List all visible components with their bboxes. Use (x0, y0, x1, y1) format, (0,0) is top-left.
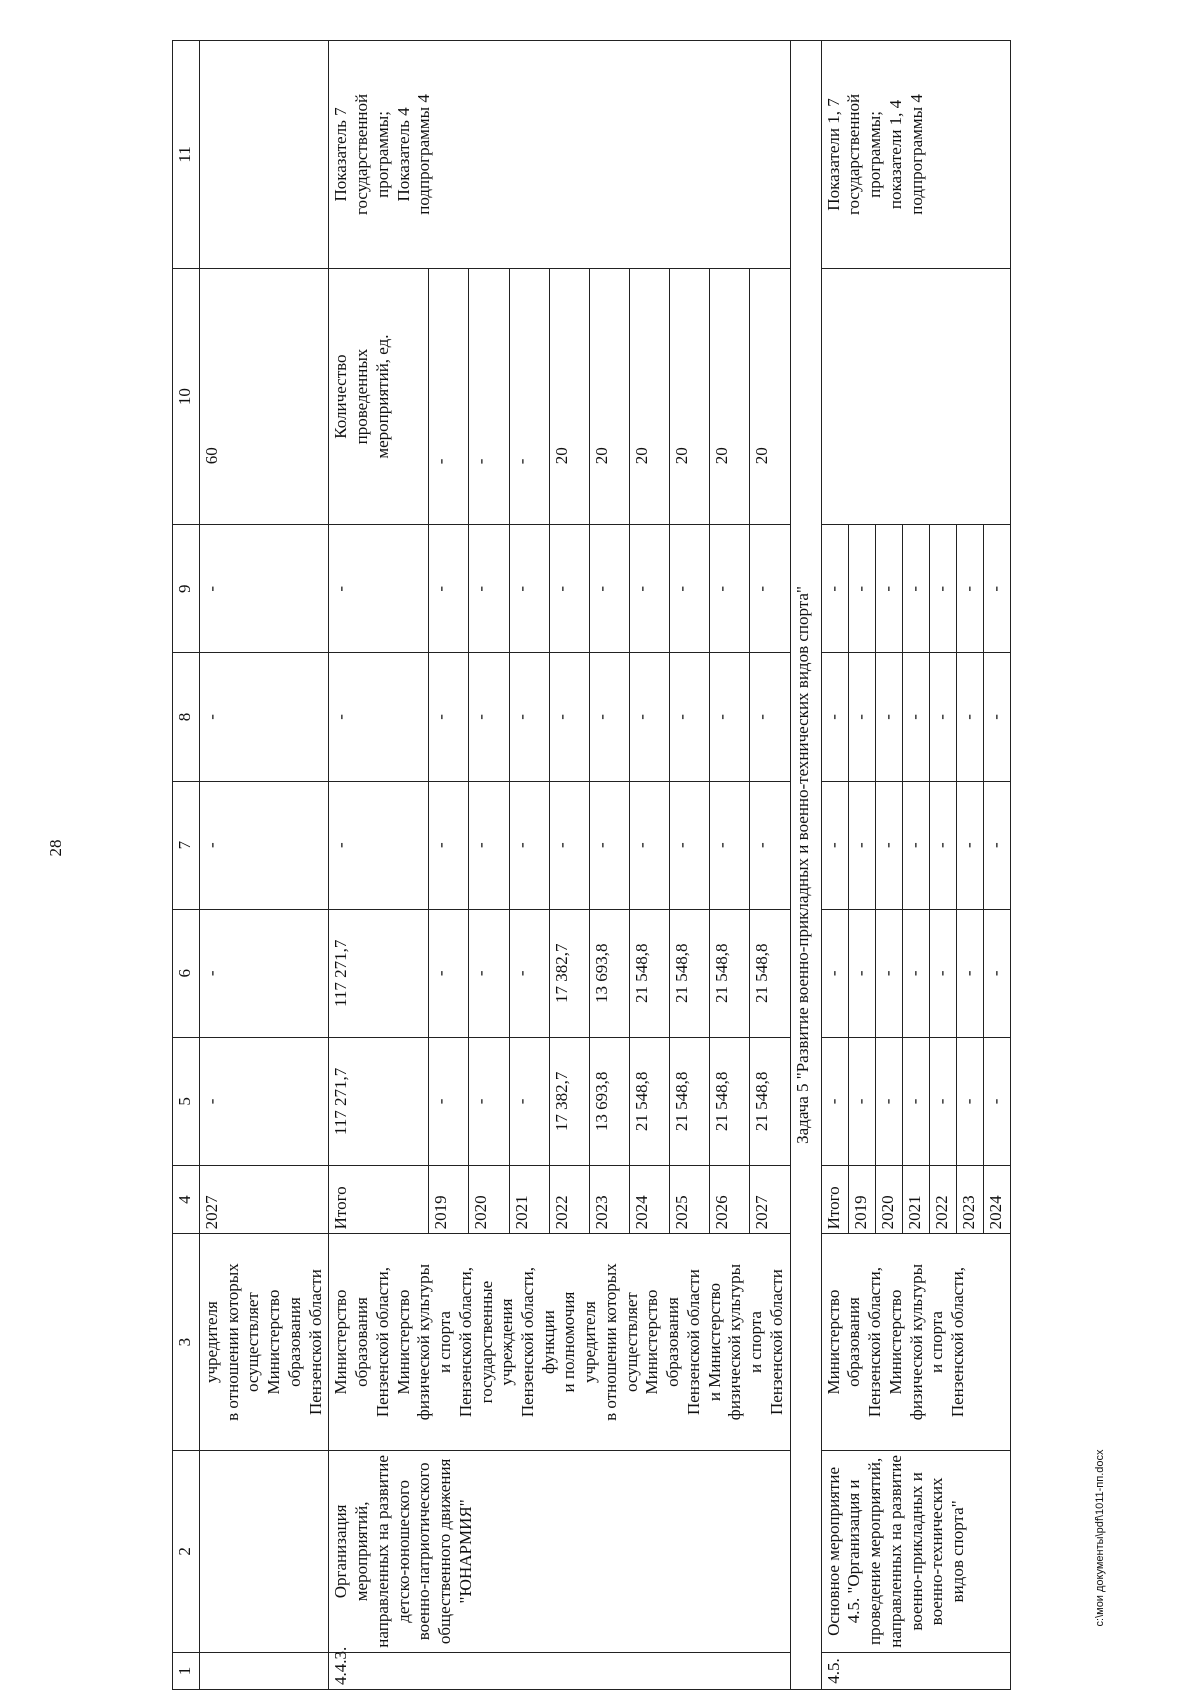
value-cell: - (469, 653, 509, 781)
col-header: 8 (173, 653, 200, 781)
value-cell: 17 382,7 (549, 1037, 589, 1165)
year-cell: 2019 (848, 1166, 875, 1234)
header-row (173, 41, 200, 1690)
indicator-value: 20 (710, 268, 750, 524)
value-cell: - (983, 525, 1010, 653)
year-cell: 2027 (200, 1166, 329, 1234)
col-header: 5 (173, 1037, 200, 1165)
value-cell: - (509, 909, 549, 1037)
value-cell: 13 693,8 (589, 909, 629, 1037)
executor-cell: Министерство образования Пензенской области, Министерство физической культуры и спорта Пензенской области, государственные учреждения Пензенской области, функции и полномочия учредителя в отношении которых осуществляет Министерство образования Пензенской области и Министерство физической культуры и спорта Пензенской области (329, 1234, 790, 1450)
indicator-value: 20 (750, 268, 790, 524)
value-cell: - (429, 909, 469, 1037)
value-cell: - (821, 909, 848, 1037)
program-table (172, 40, 1011, 1690)
value-cell: - (329, 781, 429, 909)
value-cell: 21 548,8 (670, 1037, 710, 1165)
value-cell: - (848, 1037, 875, 1165)
value-cell: - (469, 909, 509, 1037)
year-cell: 2022 (929, 1166, 956, 1234)
value-cell: - (429, 1037, 469, 1165)
value-cell: - (589, 781, 629, 909)
value-cell: - (956, 781, 983, 909)
year-cell: 2024 (629, 1166, 669, 1234)
item-number: 4.4.3. (329, 1652, 790, 1689)
value-cell: - (629, 781, 669, 909)
value-cell: - (429, 781, 469, 909)
indicator-value: 20 (629, 268, 669, 524)
year-cell: 2026 (710, 1166, 750, 1234)
rotated-table-container (172, 40, 1107, 1690)
task-band-row (790, 41, 821, 1690)
value-cell: 21 548,8 (710, 909, 750, 1037)
task-heading: Задача 5 "Развитие военно-прикладных и военно-технических видов спорта" (790, 41, 821, 1690)
value-cell: - (469, 1037, 509, 1165)
value-cell: - (469, 525, 509, 653)
item-name: Организация мероприятий, направленных на развитие детско-юношеского военно-патриотического общественного движения "ЮНАРМИЯ" (329, 1450, 790, 1652)
value-cell: - (902, 781, 929, 909)
value-cell: - (875, 781, 902, 909)
value-cell: - (875, 653, 902, 781)
value-cell: - (750, 653, 790, 781)
value-cell: - (549, 653, 589, 781)
executor-cell: Министерство образования Пензенской области, Министерство физической культуры и спорта Пензенской области, (821, 1234, 1010, 1450)
value-cell: - (629, 653, 669, 781)
value-cell: - (929, 525, 956, 653)
value-cell: - (509, 1037, 549, 1165)
value-cell: 117 271,7 (329, 1037, 429, 1165)
year-cell: 2024 (983, 1166, 1010, 1234)
value-cell: 21 548,8 (750, 909, 790, 1037)
col-header: 1 (173, 1652, 200, 1689)
value-cell: - (983, 653, 1010, 781)
value-cell: 21 548,8 (629, 1037, 669, 1165)
indicator-cell (821, 268, 1010, 524)
value-cell: 21 548,8 (710, 1037, 750, 1165)
value-cell: - (848, 909, 875, 1037)
value-cell: - (329, 653, 429, 781)
year-cell: 2023 (589, 1166, 629, 1234)
value-cell: - (902, 1037, 929, 1165)
value-cell: - (429, 525, 469, 653)
value-cell: - (929, 1037, 956, 1165)
value-cell: - (848, 653, 875, 781)
indicator-value: - (509, 268, 549, 524)
value-cell: - (629, 525, 669, 653)
item-name: Основное мероприятие 4.5. "Организация и проведение мероприятий, направленных на развитие военно-прикладных и военно-технических видов спорта" (821, 1450, 1010, 1652)
target-cell: Показатель 7 государственной программы; Показатель 4 подпрограммы 4 (329, 41, 790, 269)
year-cell: Итого (329, 1166, 429, 1234)
value-cell: - (929, 909, 956, 1037)
value-cell: - (875, 909, 902, 1037)
year-cell: 2021 (509, 1166, 549, 1234)
value-cell: - (710, 525, 750, 653)
value-cell: - (821, 1037, 848, 1165)
value-cell: - (902, 909, 929, 1037)
footer-file-path: c:\мои документы\pdf\1011-пп.docx (1094, 1449, 1106, 1627)
indicator-value: - (429, 268, 469, 524)
value-cell: - (509, 525, 549, 653)
value-cell: - (983, 781, 1010, 909)
item-number: 4.5. (821, 1652, 1010, 1689)
value-cell: - (956, 1037, 983, 1165)
col-header: 11 (173, 41, 200, 269)
value-cell: 13 693,8 (589, 1037, 629, 1165)
col-header: 4 (173, 1166, 200, 1234)
executor-cell: учредителя в отношении которых осуществляет Министерство образования Пензенской области (200, 1234, 329, 1450)
indicator-value: - (469, 268, 509, 524)
year-cell: 2023 (956, 1166, 983, 1234)
value-cell: - (875, 525, 902, 653)
value-cell: - (902, 525, 929, 653)
value-cell: - (329, 525, 429, 653)
value-cell: 17 382,7 (549, 909, 589, 1037)
value-cell: - (875, 1037, 902, 1165)
value-cell: - (710, 653, 750, 781)
col-header: 6 (173, 909, 200, 1037)
value-cell: - (956, 909, 983, 1037)
value-cell: - (469, 781, 509, 909)
value-cell: - (821, 781, 848, 909)
value-cell: - (509, 781, 549, 909)
col-header: 2 (173, 1450, 200, 1652)
col-header: 7 (173, 781, 200, 909)
year-cell: 2025 (670, 1166, 710, 1234)
value-cell: - (549, 525, 589, 653)
year-cell: Итого (821, 1166, 848, 1234)
table-row (329, 41, 429, 1690)
year-cell: 2020 (469, 1166, 509, 1234)
year-cell: 2027 (750, 1166, 790, 1234)
value-cell: - (750, 525, 790, 653)
value-cell: - (589, 525, 629, 653)
value-cell: - (821, 653, 848, 781)
target-cell: Показатели 1, 7 государственной программы; показатели 1, 4 подпрограммы 4 (821, 41, 1010, 269)
value-cell: - (848, 781, 875, 909)
table-row (821, 41, 848, 1690)
value-cell: - (929, 781, 956, 909)
year-cell: 2022 (549, 1166, 589, 1234)
indicator-value: 20 (549, 268, 589, 524)
year-cell: 2021 (902, 1166, 929, 1234)
indicator-value: 20 (589, 268, 629, 524)
col-header: 10 (173, 268, 200, 524)
value-cell: - (750, 781, 790, 909)
col-header: 3 (173, 1234, 200, 1450)
value-cell: - (848, 525, 875, 653)
value-cell: - (710, 781, 750, 909)
value-cell: - (956, 653, 983, 781)
value-cell: - (902, 653, 929, 781)
page-number: 28 (46, 839, 65, 857)
table-row: учредителя в отношении которых осуществляет Министерство образования Пензенской области 2027 - - - - - 60 (200, 41, 329, 1690)
value-cell: - (549, 781, 589, 909)
value-cell: - (509, 653, 549, 781)
value-cell: - (589, 653, 629, 781)
value-cell: 21 548,8 (629, 909, 669, 1037)
value-cell: - (821, 525, 848, 653)
value-cell: - (670, 653, 710, 781)
value-cell: 21 548,8 (750, 1037, 790, 1165)
value-cell: - (429, 653, 469, 781)
value-cell: - (956, 525, 983, 653)
value-cell: - (670, 525, 710, 653)
value-cell: - (670, 781, 710, 909)
value-cell: - (983, 1037, 1010, 1165)
value-cell: - (929, 653, 956, 781)
year-cell: 2020 (875, 1166, 902, 1234)
year-cell: 2019 (429, 1166, 469, 1234)
value-cell: - (983, 909, 1010, 1037)
col-header: 9 (173, 525, 200, 653)
indicator-cell: Количество проведенных мероприятий, ед. (329, 268, 429, 524)
indicator-value: 20 (670, 268, 710, 524)
value-cell: 117 271,7 (329, 909, 429, 1037)
value-cell: 21 548,8 (670, 909, 710, 1037)
